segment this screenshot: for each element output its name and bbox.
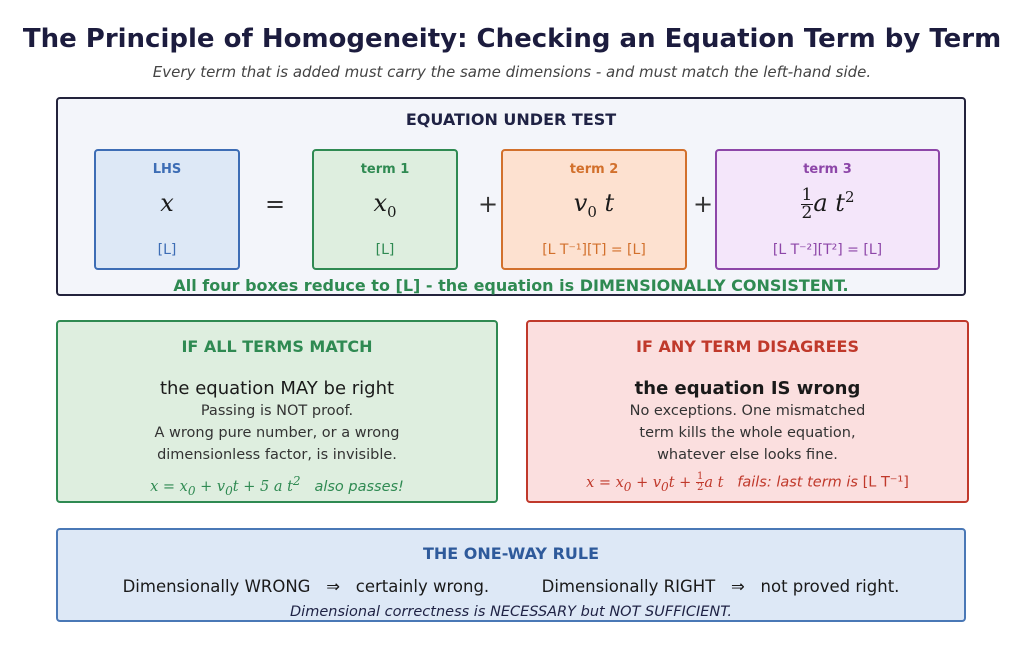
disagree-panel — [526, 320, 969, 503]
disagree-heading: IF ANY TERM DISAGREES — [635, 337, 859, 356]
plus-operator-1: + — [478, 190, 499, 218]
match-line-2: A wrong pure number, or a wrong — [154, 425, 400, 441]
lhs-box — [94, 149, 240, 270]
disagree-formula-dim: [L T⁻¹] — [862, 474, 909, 491]
rule-note: Dimensional correctness is NECESSARY but NOT SUFFICIENT. — [290, 604, 732, 620]
lhs-math: x — [160, 189, 174, 217]
disagree-formula-note: fails: last term is — [737, 474, 858, 491]
rule-line: Dimensionally WRONG ⇒ certainly wrong. Dimensionally RIGHT ⇒ not proved right. — [122, 577, 900, 596]
disagree-main: the equation IS wrong — [634, 378, 861, 399]
equation-heading: EQUATION UNDER TEST — [405, 110, 617, 129]
match-panel — [56, 320, 498, 503]
term1-box — [312, 149, 458, 270]
match-formula-note: also passes! — [314, 478, 404, 495]
rule-heading: THE ONE-WAY RULE — [422, 544, 600, 563]
match-heading: IF ALL TERMS MATCH — [181, 337, 373, 356]
equation-footer: All four boxes reduce to [L] - the equation is DIMENSIONALLY CONSISTENT. — [173, 276, 849, 295]
lhs-dim: [L] — [157, 242, 177, 258]
term2-label: term 2 — [569, 162, 619, 177]
term3-math: $\frac{1}{2}$ a $t^2$ — [801, 185, 855, 223]
term2-box — [501, 149, 687, 270]
disagree-line-3: whatever else looks fine. — [657, 447, 838, 463]
lhs-label: LHS — [152, 162, 182, 177]
disagree-formula: $x = x_0 + v_0t$ + $\frac{1}{2}$ a t fails: last term is [L T⁻¹] — [586, 471, 909, 494]
term1-label: term 1 — [360, 162, 410, 177]
term1-math: $x_0$ — [373, 189, 397, 221]
page-subtitle: Every term that is added must carry the same dimensions - and must match the left-hand side. — [152, 63, 872, 81]
match-line-1: Passing is NOT proof. — [200, 403, 354, 419]
term1-dim: [L] — [375, 242, 395, 258]
match-line-3: dimensionless factor, is invisible. — [157, 447, 397, 463]
term3-box — [715, 149, 940, 270]
term2-math: $v_0$ t — [573, 189, 615, 221]
match-main: the equation MAY be right — [159, 378, 395, 399]
page-title: The Principle of Homogeneity: Checking an Equation Term by Term — [22, 24, 1002, 54]
disagree-line-1: No exceptions. One mismatched — [629, 403, 866, 419]
equals-operator: = — [265, 190, 286, 218]
term2-dim: [L T⁻¹][T] = [L] — [542, 242, 646, 258]
match-formula: $x = x_0 + v_0t + 5$ a $t^2$ also passes! — [150, 474, 404, 498]
term3-label: term 3 — [803, 162, 852, 177]
plus-operator-2: + — [693, 190, 714, 218]
term3-dim: [L T⁻²][T²] = [L] — [772, 242, 883, 258]
disagree-line-2: term kills the whole equation, — [639, 425, 856, 441]
